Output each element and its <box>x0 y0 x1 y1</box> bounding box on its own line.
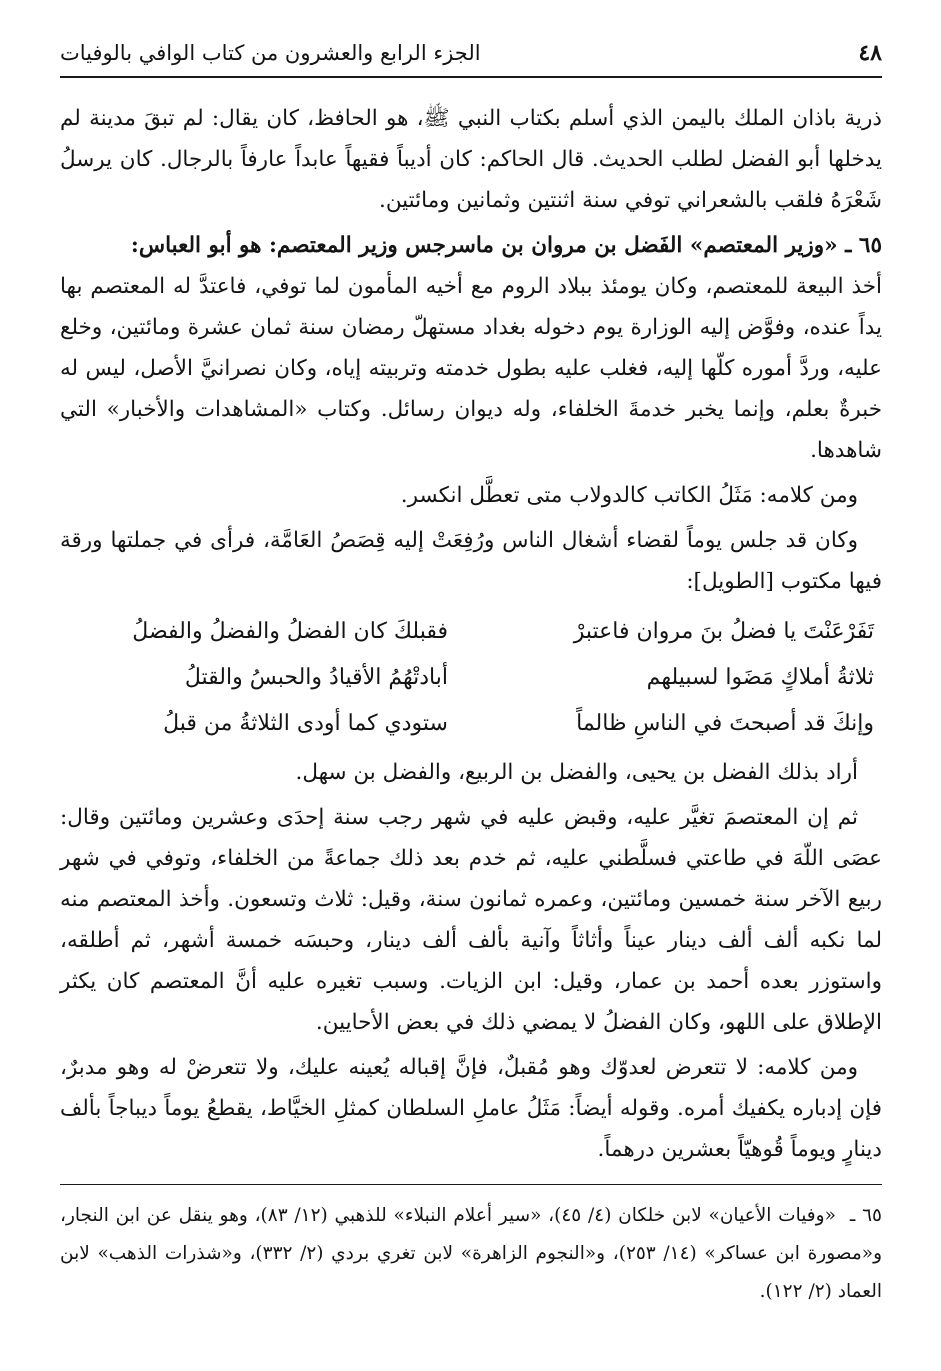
verse-second-hemistich: أبادتْهُمُ الأقيادُ والحبسُ والقتلُ <box>184 664 448 690</box>
verse-second-hemistich: فقبلكَ كان الفضلُ والفضلُ والفضلُ <box>132 618 448 644</box>
poem-verse <box>60 654 882 700</box>
entry-65 <box>60 225 882 471</box>
paragraph-previous-entry: ذرية باذان الملك باليمن الذي أسلم بكتاب النبي ﷺ، هو الحافظ، كان يقال: لم تبقَ مدينة لم يدخلها أبو الفضل لطلب الحديث. قال الحاكم: كان أديباً فقيهاً عابداً عارفاً بالرجال. كان يرسلُ شَعْرَهُ فلقب بالشعراني توفي سنة اثنتين وثمانين ومائتين. <box>60 106 882 213</box>
footnotes <box>60 1197 882 1311</box>
book-page <box>60 38 882 1315</box>
verse-first-hemistich: وإنكَ قد أصبحتَ في الناسِ ظالماً <box>576 710 874 736</box>
fate-paragraph: ثم إن المعتصمَ تغيَّر عليه، وقبض عليه في شهر رجب سنة إحدَى وعشرين ومائتين وقال: عصَى اللّهَ في طاعتي فسلَّطني عليه، ثم خدم بعد ذلك جماعةً من الخلفاء، وتوفي في شهر ربيع الآخر سنة خمسين ومائتين، وعمره ثمانون سنة، وقيل: ثلاث وتسعون. وأخذ المعتصم منه لما نكبه ألف ألف دينار عيناً وأثاثاً وآنية بألف ألف دينار، وحبسَه خمسة أشهر، ثم أطلقه، واستوزر بعده أحمد بن عمار، وقيل: ابن الزيات. وسبب تغيره عليه أنَّ المعتصم كان يكثر الإطلاق على اللهو، وكان الفضلُ لا يمضي ذلك في بعض الأحايين. <box>60 805 882 1035</box>
running-header <box>60 38 882 78</box>
saying-paragraph: ومن كلامه: مَثَلُ الكاتب كالدولاب متى تعطَّل انكسر. <box>400 483 858 508</box>
poem-verse <box>60 608 882 654</box>
poem-verse <box>60 700 882 746</box>
footnote-number: ٦٥ ـ <box>849 1205 882 1226</box>
body-text <box>60 98 882 1170</box>
entry-text: أخذ البيعة للمعتصم، وكان يومئذ ببلاد الروم مع أخيه المأمون لما توفي، فاعتدَّ له المعتصم بها يداً عنده، وفوَّض إليه الوزارة يوم دخوله بغداد مستهلّ رمضان سنة ثمان عشرة ومائتين، وخلع عليه، وردَّ أموره كلّها إليه، فغلب عليه بطول خدمته وتربيته إياه، وكان نصرانيَّ الأصل، ليس له خبرةٌ بعلم، وإنما يخبر خدمةَ الخلفاء، وله ديوان رسائل. وكتاب «المشاهدات والأخبار» التي شاهدها. <box>60 274 882 463</box>
verse-second-hemistich: ستودي كما أودى الثلاثةُ من قبلُ <box>163 710 448 736</box>
footnote-text: «وفيات الأعيان» لابن خلكان (٤/ ٤٥)، «سير أعلام النبلاء» للذهبي (١٢/ ٨٣)، وهو ينقل عن ابن النجار، و«مصورة ابن عساكر» (١٤/ ٢٥٣)، و«النجوم الزاهرة» لابن تغري بردي (٢/ ٣٣٢)، و«شذرات الذهب» لابن العماد (٢/ ١٢٢). <box>60 1205 882 1302</box>
running-title: الجزء الرابع والعشرون من كتاب الوافي بالوفيات <box>60 41 481 65</box>
footnote-65 <box>60 1197 882 1311</box>
poem <box>60 608 882 746</box>
story-paragraph: وكان قد جلس يوماً لقضاء أشغال الناس ورُفِعَتْ إليه قِصَصُ العَامَّة، فرأى في جملتها ورقة فيها مكتوب [الطويل]: <box>60 528 882 594</box>
verse-first-hemistich: ثلاثةُ أملاكٍ مَضَوا لسبيلهم <box>646 664 874 690</box>
poem-note: أراد بذلك الفضل بن يحيى، والفضل بن الربيع، والفضل بن سهل. <box>295 760 858 785</box>
footnote-divider <box>60 1184 882 1185</box>
saying-paragraph-2: ومن كلامه: لا تتعرض لعدوّك وهو مُقبلٌ، فإنَّ إقباله يُعينه عليك، ولا تتعرضْ له وهو مدبرٌ، فإن إدباره يكفيك أمره. وقوله أيضاً: مَثَلُ عاملِ السلطان كمثلِ الخيَّاط، يقطعُ يوماً ديباجاً بألف دينارٍ ويوماً قُوهيّاً بعشرين درهماً. <box>60 1055 882 1162</box>
page-number: ٤٨ <box>858 40 882 66</box>
verse-first-hemistich: تَفَرْعَنْتَ يا فضلُ بنَ مروان فاعتبرْ <box>573 618 874 644</box>
entry-heading: ٦٥ ـ «وزير المعتصم» الفَضل بن مروان بن ماسرجس وزير المعتصم: هو أبو العباس: <box>130 233 882 258</box>
